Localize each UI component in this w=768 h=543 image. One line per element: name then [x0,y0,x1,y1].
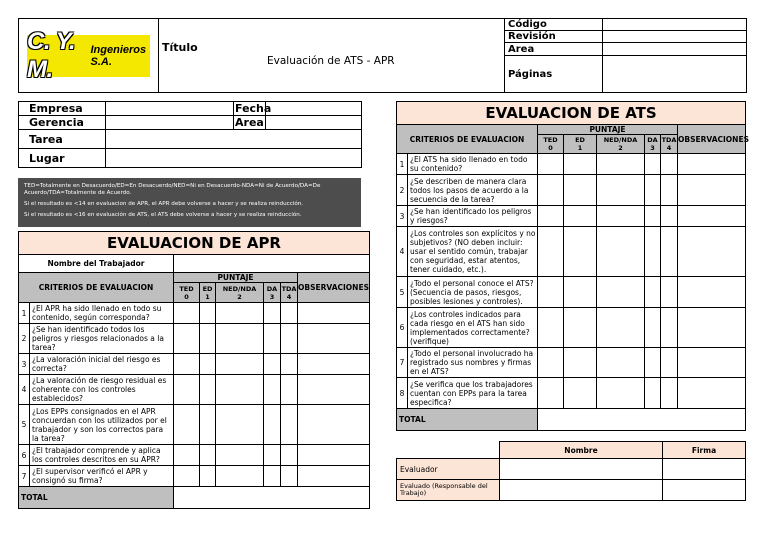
ats-score-header-4 [661,135,678,154]
logo-sub-text: Ingenieros S.A. [90,43,147,68]
ats-score-cell[interactable] [645,227,661,277]
ats-score-value: 0 [548,144,553,152]
ats-criteria-header: CRITERIOS DE EVALUACION [397,125,538,154]
apr-criteria-header: CRITERIOS DE EVALUACION [19,273,174,303]
apr-score-header-4 [281,283,298,303]
lugar-label: Lugar [19,149,106,168]
apr-score-code: NED/NDA [222,284,257,293]
ats-score-code: NED/NDA [603,136,638,144]
ats-score-cell[interactable] [645,206,661,227]
nombre-header: Nombre [500,442,663,459]
apr-total-label: TOTAL [19,487,174,509]
apr-observation-cell[interactable] [298,324,370,354]
ats-score-value: 2 [618,144,623,152]
apr-score-cell[interactable] [216,405,264,445]
apr-criteria-row [19,303,370,324]
evaluador-nombre-field[interactable] [500,459,663,480]
fecha-value[interactable] [266,102,362,116]
apr-score-code: TED [179,284,194,293]
ats-criteria-row [397,154,746,175]
apr-score-cell[interactable] [174,324,200,354]
area-label: Area [505,43,603,56]
ats-score-cell[interactable] [564,227,597,277]
apr-score-cell[interactable] [174,375,200,405]
apr-score-cell[interactable] [200,354,216,375]
apr-observation-cell[interactable] [298,466,370,487]
ats-score-cell[interactable] [661,206,678,227]
apr-score-cell[interactable] [264,303,281,324]
apr-criteria-text: ¿El supervisor verificó el APR y consignó su firma? [30,466,174,487]
ats-puntaje-header: PUNTAJE [538,125,678,135]
ats-row-number: 5 [397,277,408,308]
ats-score-header-0 [538,135,564,154]
apr-score-cell[interactable] [174,405,200,445]
apr-score-cell[interactable] [281,445,298,466]
ats-score-cell[interactable] [564,277,597,308]
apr-score-cell[interactable] [216,375,264,405]
ats-score-cell[interactable] [538,154,564,175]
apr-row-number: 3 [19,354,30,375]
ats-criteria-text: ¿El ATS ha sido llenado en todo su contenido? [408,154,538,175]
apr-score-cell[interactable] [264,466,281,487]
tarea-value[interactable] [106,130,362,149]
ats-observaciones-header: OBSERVACIONES [678,125,746,154]
ats-criteria-text: ¿Se describen de manera clara todos los pasos de acuerdo a la secuencia de la tarea? [408,175,538,206]
ats-criteria-text: ¿Los controles son explícitos y no subjetivos? (NO deben incluir: usar el sentido común, trabajar con seguridad, estar atentos, tener cuidado, etc.). [408,227,538,277]
ats-criteria-text: ¿Se verifica que los trabajadores cuentan con EPPs para la tarea especifica? [408,378,538,409]
legend-text: TED=Totalmente en Desacuerdo/ED=En Desacuerdo/NED=Ni en Desacuerdo-NDA=Ni de Acuerdo/DA=De Acuerdo/TDA=Totalmente de Acuerdo. [24,183,321,196]
ats-row-number: 8 [397,378,408,409]
ats-score-cell[interactable] [564,154,597,175]
ats-criteria-row [397,277,746,308]
ats-score-cell[interactable] [564,378,597,409]
empresa-label: Empresa [19,102,106,116]
ats-criteria-row [397,206,746,227]
apr-criteria-text: ¿Los EPPs consignados en el APR concuerdan con los utilizados por el trabajador y son los correctos para la tarea? [30,405,174,445]
area-info-value[interactable] [266,116,362,130]
apr-score-cell[interactable] [200,303,216,324]
ats-score-header-2 [597,135,645,154]
ats-row-number: 2 [397,175,408,206]
apr-observation-cell[interactable] [298,445,370,466]
ats-score-cell[interactable] [597,227,645,277]
fecha-label: Fecha [235,102,272,115]
apr-criteria-text: ¿El APR ha sido llenado en todo su contenido, según corresponda? [30,303,174,324]
ats-observation-cell[interactable] [678,175,746,206]
evaluado-nombre-field[interactable] [500,480,663,501]
apr-title: EVALUACION DE APR [19,232,370,255]
ats-score-cell[interactable] [661,277,678,308]
ats-criteria-text: ¿Los controles indicados para cada riesgo en el ATS han sido implementados correctamente? (verifique) [408,308,538,348]
apr-score-cell[interactable] [281,405,298,445]
title-cell [159,19,505,93]
ats-score-cell[interactable] [564,308,597,348]
apr-criteria-row [19,445,370,466]
ats-score-cell[interactable] [597,154,645,175]
apr-score-cell[interactable] [200,324,216,354]
apr-row-number: 6 [19,445,30,466]
ats-score-cell[interactable] [661,378,678,409]
apr-score-header-1 [200,283,216,303]
apr-score-value: 1 [205,292,210,301]
title-label: Título [162,41,198,54]
apr-observation-cell[interactable] [298,375,370,405]
apr-score-value: 4 [286,292,292,301]
ats-score-code: TED [543,136,558,144]
ats-score-header-3 [645,135,661,154]
ats-score-header-1 [564,135,597,154]
document-title: Evaluación de ATS - APR [267,55,395,67]
apr-observaciones-header: OBSERVACIONES [298,273,370,303]
apr-score-cell[interactable] [264,354,281,375]
apr-score-cell[interactable] [216,324,264,354]
apr-row-number: 7 [19,466,30,487]
ats-criteria-text: ¿Todo el personal involucrado ha registrado sus nombres y firmas en el ATS? [408,348,538,378]
apr-score-cell[interactable] [281,466,298,487]
apr-criteria-row [19,375,370,405]
apr-score-cell[interactable] [216,354,264,375]
ats-row-number: 4 [397,227,408,277]
apr-score-cell[interactable] [200,375,216,405]
ats-score-cell[interactable] [645,154,661,175]
company-info-table [18,101,362,168]
gerencia-label: Gerencia [19,116,106,130]
worker-name-label: Nombre del Trabajador [19,255,174,273]
ats-score-code: ED [575,136,585,144]
ats-score-cell[interactable] [538,175,564,206]
ats-total-value[interactable] [538,409,746,431]
ats-score-cell[interactable] [645,308,661,348]
ats-score-cell[interactable] [538,308,564,348]
empresa-value[interactable] [106,102,234,116]
ats-score-cell[interactable] [645,348,661,378]
evaluado-label: Evaluado (Responsable del Trabajo) [397,480,500,501]
apr-score-cell[interactable] [264,375,281,405]
revision-label: Revisión [505,31,603,43]
apr-score-cell[interactable] [174,303,200,324]
apr-row-number: 1 [19,303,30,324]
ats-observation-cell[interactable] [678,308,746,348]
ats-score-cell[interactable] [597,175,645,206]
apr-row-number: 4 [19,375,30,405]
paginas-label: Páginas [505,56,603,93]
firma-header: Firma [663,442,746,459]
ats-criteria-row [397,175,746,206]
ats-score-cell[interactable] [564,348,597,378]
apr-score-cell[interactable] [281,375,298,405]
apr-score-cell[interactable] [200,466,216,487]
apr-score-header-0 [174,283,200,303]
ats-score-cell[interactable] [538,206,564,227]
ats-score-cell[interactable] [538,378,564,409]
ats-row-number: 3 [397,206,408,227]
ats-score-value: 3 [650,144,655,152]
apr-score-header-2 [216,283,264,303]
ats-score-cell[interactable] [661,348,678,378]
ats-score-cell[interactable] [645,175,661,206]
codigo-value[interactable] [603,19,747,31]
rule-ats-text: Si el resultado es <16 en evaluación de ATS, el ATS debe volverse a hacer y se realiza reinducción. [24,212,302,218]
apr-observation-cell[interactable] [298,303,370,324]
apr-score-cell[interactable] [264,324,281,354]
ats-criteria-text: ¿Todo el personal conoce el ATS? (Secuencia de pasos, riesgos, posibles lesiones y controles). [408,277,538,308]
apr-score-value: 2 [237,292,242,301]
ats-observation-cell[interactable] [678,348,746,378]
apr-criteria-row [19,405,370,445]
ats-score-cell[interactable] [538,277,564,308]
ats-score-cell[interactable] [661,175,678,206]
apr-score-code: DA [266,284,278,293]
lugar-value[interactable] [106,149,362,168]
ats-row-number: 1 [397,154,408,175]
apr-observation-cell[interactable] [298,354,370,375]
ats-criteria-row [397,348,746,378]
paginas-value[interactable] [603,56,747,93]
ats-criteria-row [397,227,746,277]
ats-criteria-row [397,378,746,409]
apr-criteria-row [19,466,370,487]
ats-score-value: 1 [577,144,583,152]
ats-score-value: 4 [666,144,672,152]
ats-score-cell[interactable] [661,308,678,348]
apr-score-value: 0 [184,292,189,301]
ats-observation-cell[interactable] [678,277,746,308]
ats-score-cell[interactable] [597,308,645,348]
logo-main-text: C. Y. M. [27,27,76,83]
apr-score-cell[interactable] [264,445,281,466]
apr-score-code: TDA [281,284,297,293]
ats-observation-cell[interactable] [678,227,746,277]
apr-score-cell[interactable] [216,445,264,466]
ats-score-cell[interactable] [661,227,678,277]
apr-score-header-3 [264,283,281,303]
tarea-label: Tarea [19,130,106,149]
apr-score-cell[interactable] [174,466,200,487]
ats-row-number: 7 [397,348,408,378]
apr-score-cell[interactable] [281,303,298,324]
ats-evaluation-table [396,101,749,431]
revision-value[interactable] [603,31,747,43]
document-header [18,18,747,93]
apr-score-cell[interactable] [216,303,264,324]
evaluador-firma-field[interactable] [663,459,746,480]
apr-score-cell[interactable] [174,354,200,375]
gerencia-value[interactable] [106,116,234,130]
area-info-label: Area [235,116,264,129]
ats-score-code: TDA [661,136,677,144]
scoring-legend-note [18,178,361,227]
worker-name-value[interactable] [174,255,370,273]
ats-score-cell[interactable] [645,277,661,308]
apr-score-value: 3 [269,292,275,301]
evaluado-firma-field[interactable] [663,480,746,501]
apr-score-cell[interactable] [264,405,281,445]
apr-criteria-text: ¿El trabajador comprende y aplica los controles descritos en su APR? [30,445,174,466]
apr-score-cell[interactable] [174,445,200,466]
signature-corner [397,442,500,459]
apr-puntaje-header: PUNTAJE [174,273,298,283]
apr-evaluation-table [18,231,370,509]
company-logo [27,27,150,83]
apr-score-code: ED [202,284,213,293]
logo-cell [19,19,159,93]
ats-score-cell[interactable] [564,206,597,227]
apr-total-value[interactable] [174,487,370,509]
ats-criteria-text: ¿Se han identificado los peligros y riesgos? [408,206,538,227]
area-value[interactable] [603,43,747,56]
apr-score-cell[interactable] [281,354,298,375]
apr-score-cell[interactable] [200,405,216,445]
apr-row-number: 5 [19,405,30,445]
ats-score-cell[interactable] [564,175,597,206]
rule-apr-text: Si el resultado es <14 en evaluacion de APR, el APR debe volverse a hacer y se realiza reinducción. [24,201,304,207]
ats-score-cell[interactable] [597,378,645,409]
apr-criteria-text: ¿La valoración inicial del riesgo es correcta? [30,354,174,375]
evaluador-label: Evaluador [397,459,500,480]
apr-criteria-text: ¿Se han identificado todos los peligros y riesgos relacionados a la tarea? [30,324,174,354]
apr-criteria-row [19,324,370,354]
apr-criteria-row [19,354,370,375]
apr-observation-cell[interactable] [298,405,370,445]
ats-score-cell[interactable] [597,348,645,378]
ats-criteria-row [397,308,746,348]
ats-row-number: 6 [397,308,408,348]
ats-observation-cell[interactable] [678,154,746,175]
ats-score-cell[interactable] [661,154,678,175]
ats-observation-cell[interactable] [678,378,746,409]
ats-score-cell[interactable] [538,227,564,277]
ats-score-cell[interactable] [538,348,564,378]
ats-observation-cell[interactable] [678,206,746,227]
ats-score-cell[interactable] [597,277,645,308]
apr-score-cell[interactable] [200,445,216,466]
apr-score-cell[interactable] [216,466,264,487]
ats-score-cell[interactable] [645,378,661,409]
ats-score-cell[interactable] [597,206,645,227]
apr-score-cell[interactable] [281,324,298,354]
apr-row-number: 2 [19,324,30,354]
apr-criteria-text: ¿La valoración de riesgo residual es coherente con los controles establecidos? [30,375,174,405]
ats-score-code: DA [647,136,658,144]
ats-title: EVALUACION DE ATS [397,102,746,125]
codigo-label: Código [505,19,603,31]
ats-total-label: TOTAL [397,409,538,431]
signature-table [396,441,746,501]
